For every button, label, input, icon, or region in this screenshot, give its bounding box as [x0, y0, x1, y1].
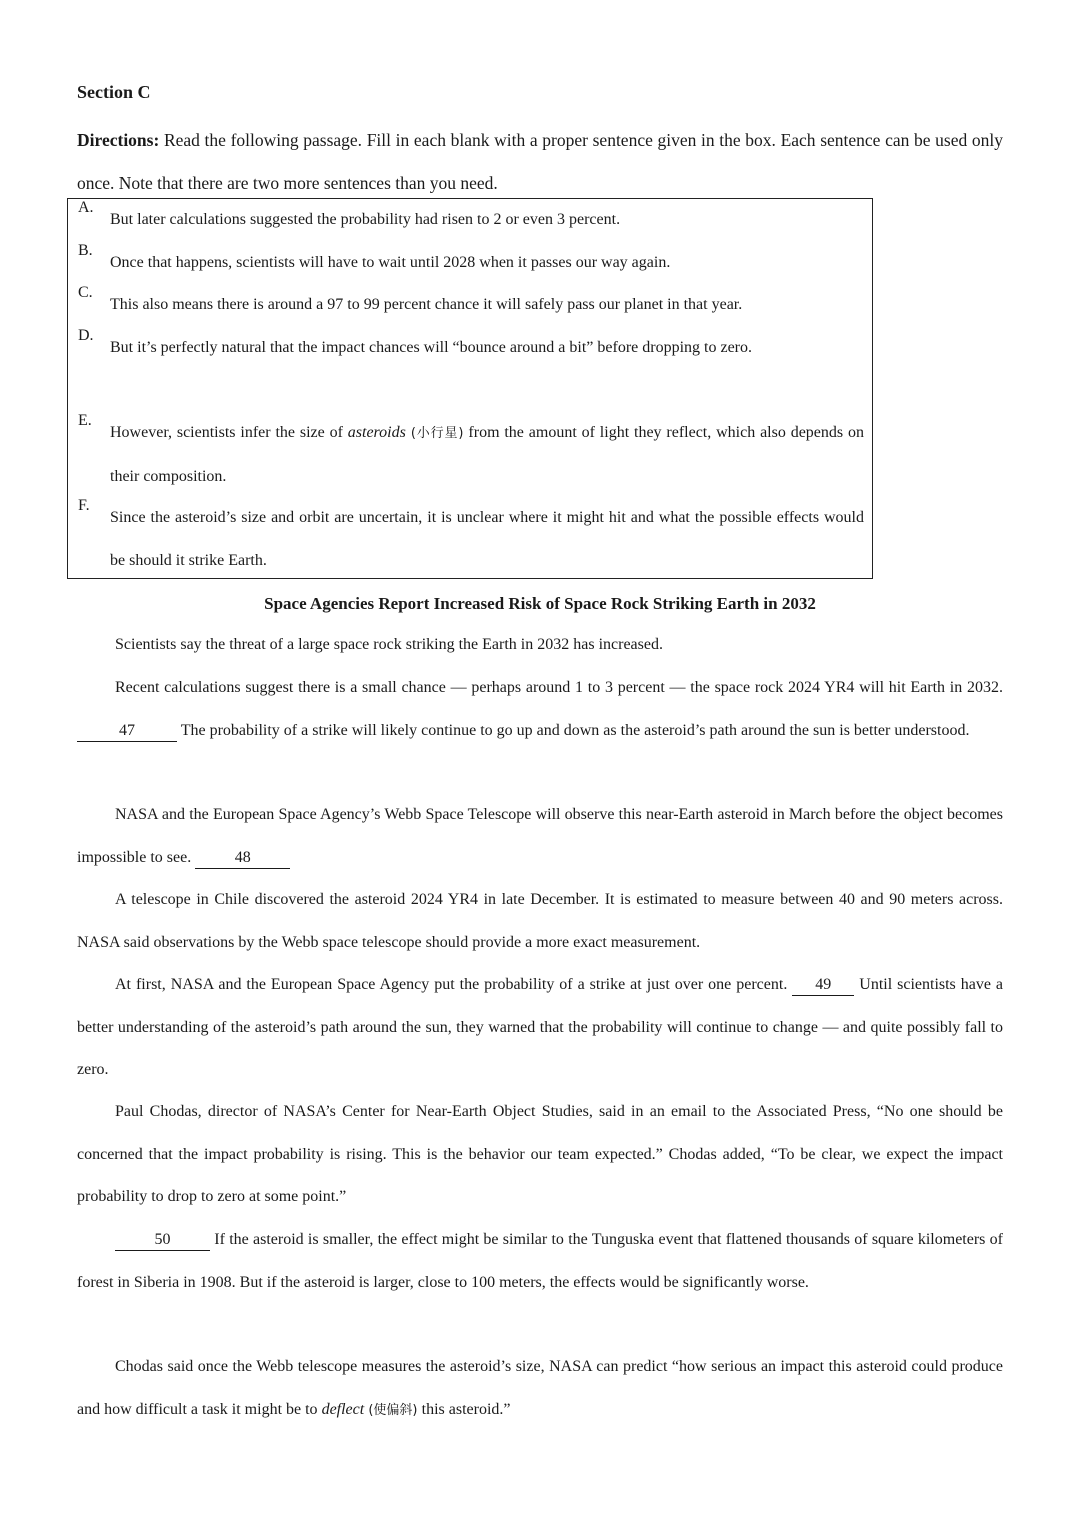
option-f — [78, 497, 864, 582]
answer-blank-47: 47 — [77, 721, 177, 742]
article-title: Space Agencies Report Increased Risk of Space Rock Striking Earth in 2032 — [264, 594, 816, 613]
paragraph-text: Recent calculations suggest there is a small chance — perhaps around 1 to 3 percent — the space rock 2024 YR4 will hit Earth in 2032. — [115, 679, 1003, 696]
option-letter: C. — [78, 284, 93, 301]
section-title: Section C — [77, 82, 151, 102]
answer-blank-48: 48 — [195, 848, 290, 869]
article-paragraph-8 — [77, 1346, 1003, 1432]
article-paragraph-4: A telescope in Chile discovered the asteroid 2024 YR4 in late December. It is estimated to measure between 40 and 90 meters across. NASA said observations by the Webb space telescope should provide a more exact measurement. — [77, 891, 1003, 951]
paragraph-text: If the asteroid is smaller, the effect might be similar to the Tunguska event that flattened thousands of square kilometers of forest in Siberia in 1908. But if the asteroid is larger, close to 100 meters, the effects would be significantly worse. — [77, 1231, 1003, 1291]
paragraph-text: Until scientists have a better understanding of the asteroid’s path around the sun, they warned that the probability will continue to change — and quite possibly fall to zero. — [77, 976, 1004, 1078]
option-text: Since the asteroid’s size and orbit are uncertain, it is unclear where it might hit and what the possible effects would be should it strike Earth. — [110, 509, 864, 569]
option-text — [110, 412, 864, 498]
article-paragraph-6: Paul Chodas, director of NASA’s Center for Near-Earth Object Studies, said in an email to the Associated Press, “No one should be concerned that the impact probability is rising. This is the behavior our team expected.” Chodas added, “To be clear, we expect the impact probability to drop to zero at some point.” — [77, 1103, 1003, 1205]
article-paragraph-5 — [77, 964, 1003, 1092]
directions — [77, 119, 1003, 204]
option-text: This also means there is around a 97 to 99 percent chance it will safely pass our planet in that year. — [110, 296, 743, 313]
paragraph-text: The probability of a strike will likely continue to go up and down as the asteroid’s path around the sun is better understood. — [177, 721, 970, 739]
article-paragraph-3 — [77, 794, 1003, 879]
option-a — [78, 199, 864, 242]
option-d — [78, 327, 864, 370]
option-letter: D. — [78, 327, 94, 344]
option-text: But later calculations suggested the probability had risen to 2 or even 3 percent. — [110, 211, 621, 228]
paragraph-text: Chodas said once the Webb telescope measures the asteroid’s size, NASA can predict “how serious an impact this asteroid could produce and how difficult a task it might be to — [77, 1358, 1003, 1418]
option-letter: B. — [78, 242, 93, 259]
directions-label: Directions: — [77, 130, 160, 150]
option-text: But it’s perfectly natural that the impact chances will “bounce around a bit” before dropping to zero. — [110, 339, 752, 356]
paragraph-text: this asteroid.” — [421, 1400, 511, 1418]
option-text-italic: asteroids — [347, 424, 406, 441]
option-text: Once that happens, scientists will have to wait until 2028 when it passes our way again. — [110, 254, 671, 271]
article-paragraph-1: Scientists say the threat of a large space rock striking the Earth in 2032 has increased. — [115, 636, 663, 653]
paragraph-italic: deflect — [321, 1400, 365, 1418]
directions-text: Read the following passage. Fill in each blank with a proper sentence given in the box. Each sentence can be used only once. Note that there are two more sentences than you need. — [77, 130, 1003, 193]
option-c — [78, 284, 864, 327]
option-text-gloss: (小行星) — [405, 426, 469, 441]
option-e — [78, 412, 864, 498]
article-paragraph-2 — [77, 667, 1003, 752]
paragraph-gloss: (使偏斜) — [364, 1402, 422, 1418]
option-letter: F. — [78, 497, 90, 514]
answer-blank-49: 49 — [792, 975, 854, 996]
options-box — [67, 198, 873, 579]
answer-blank-50: 50 — [115, 1230, 210, 1251]
option-b — [78, 242, 864, 285]
paragraph-text: NASA and the European Space Agency’s Webb Space Telescope will observe this near-Earth asteroid in March before the object becomes impossible to see. — [77, 806, 1003, 866]
option-text-post: from the amount of light they reflect, which also depends on their composition. — [110, 424, 864, 485]
instructions — [77, 78, 1003, 204]
option-text-pre: However, scientists infer the size of — [110, 424, 348, 441]
option-letter: E. — [78, 412, 92, 429]
paragraph-text: At first, NASA and the European Space Agency put the probability of a strike at just over one percent. — [115, 976, 788, 993]
option-letter: A. — [78, 199, 94, 216]
article-paragraph-7 — [77, 1219, 1003, 1304]
